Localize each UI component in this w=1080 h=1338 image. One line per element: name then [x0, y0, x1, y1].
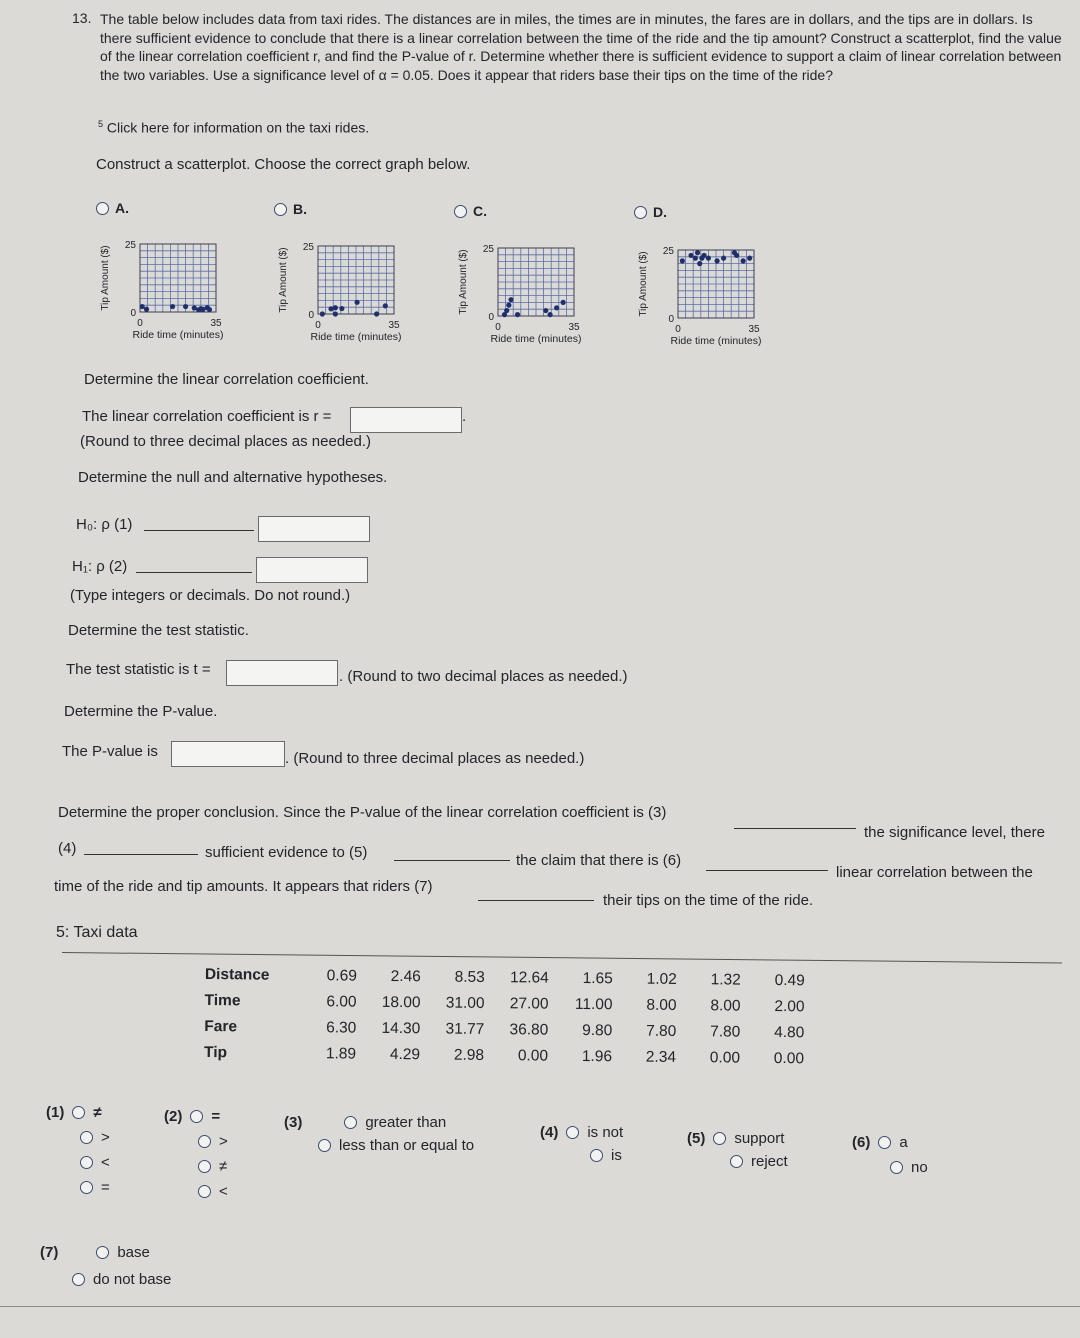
- conclusion-p3: (4): [58, 840, 77, 857]
- conclusion-p6: linear correlation between the: [836, 864, 1033, 881]
- h1-input[interactable]: [256, 557, 368, 583]
- hypotheses-note: (Type integers or decimals. Do not round.): [70, 587, 351, 604]
- question-text: The table below includes data from taxi rides. The distances are in miles, the times are in minutes, the fares are in dollars, and the tips are in dollars. Is there sufficient evidence to conclude that there is a linear correlation between the time of the ride and the tip amount? Construct a scatterplot, find the value of the linear correlation coefficient r, and find the P-value of r. Determine whether there is sufficient evidence to support a claim of linear correlation between the two variables. Use a significance level of α = 0.05. Does it appear that riders base their tips on the time of the ride?: [100, 11, 1062, 83]
- graph-c: [454, 234, 634, 364]
- scatter-point: [170, 304, 175, 309]
- scatter-point: [714, 258, 719, 263]
- choice-group-1: (1) ≠ > < =: [46, 1104, 110, 1196]
- radio-1-0[interactable]: [72, 1106, 85, 1119]
- blank-7[interactable]: [478, 888, 594, 901]
- scatter-point: [680, 258, 685, 263]
- radio-1-2[interactable]: [80, 1156, 93, 1169]
- radio-7-0[interactable]: [96, 1246, 109, 1259]
- radio-7-1[interactable]: [72, 1273, 85, 1286]
- x-tick-left: 0: [675, 324, 681, 335]
- scatter-point: [339, 306, 344, 311]
- radio-5-1[interactable]: [730, 1155, 743, 1168]
- scatter-point: [697, 261, 702, 266]
- t-input[interactable]: [226, 660, 338, 686]
- y-axis-label: Tip Amount ($): [100, 245, 111, 311]
- h1-label: H₁: ρ (2): [72, 558, 128, 575]
- pvalue-input[interactable]: [171, 741, 285, 767]
- choice-group-2: (2) = > ≠ <: [164, 1108, 228, 1200]
- correlation-heading: Determine the linear correlation coefficient.: [84, 371, 369, 388]
- scatter-point: [183, 304, 188, 309]
- test-stat-prompt: The test statistic is t =: [66, 661, 211, 678]
- scatter-point: [354, 300, 359, 305]
- bottom-divider: [0, 1306, 1080, 1307]
- h0-blank[interactable]: [144, 517, 254, 531]
- x-tick-right: 35: [748, 324, 760, 335]
- radio-6-1[interactable]: [890, 1161, 903, 1174]
- correlation-note: (Round to three decimal places as needed.): [80, 433, 372, 450]
- h0-label: H₀: ρ (1): [76, 516, 133, 533]
- scatter-c: [454, 234, 634, 354]
- choice-group-7: (7) base do not base: [40, 1244, 172, 1288]
- taxi-table: [204, 962, 805, 1072]
- question-number: 13.: [72, 10, 92, 26]
- scatter-point: [144, 307, 149, 312]
- pvalue-prompt: The P-value is: [62, 743, 158, 760]
- scatter-point: [693, 256, 698, 261]
- scatter-point: [140, 304, 145, 309]
- taxi-title: 5: Taxi data: [56, 924, 138, 941]
- x-tick-right: 35: [568, 322, 580, 333]
- scatter-point: [741, 258, 746, 263]
- h1-blank[interactable]: [136, 559, 252, 573]
- test-stat-heading: Determine the test statistic.: [68, 622, 249, 639]
- r-input[interactable]: [350, 407, 462, 433]
- scatter-point: [506, 303, 511, 308]
- radio-d[interactable]: [634, 206, 647, 219]
- scatter-point: [504, 308, 509, 313]
- y-tick-top: 25: [662, 246, 674, 257]
- conclusion-p1: Determine the proper conclusion. Since the P-value of the linear correlation coefficient is (3): [58, 804, 667, 821]
- scatter-point: [561, 300, 566, 305]
- scatter-point: [383, 303, 388, 308]
- x-axis-label: Ride time (minutes): [670, 335, 762, 347]
- radio-4-1[interactable]: [590, 1149, 603, 1162]
- scatter-point: [207, 307, 212, 312]
- radio-1-3[interactable]: [80, 1181, 93, 1194]
- radio-2-1[interactable]: [198, 1135, 211, 1148]
- y-tick-top: 25: [482, 244, 494, 255]
- conclusion-p2: the significance level, there: [864, 824, 1045, 841]
- radio-6-0[interactable]: [878, 1136, 891, 1149]
- blank-5[interactable]: [394, 848, 510, 861]
- scatter-point: [515, 312, 520, 317]
- correlation-prompt: The linear correlation coefficient is r =: [82, 408, 332, 425]
- scatter-point: [688, 253, 693, 258]
- x-tick-left: 0: [315, 320, 321, 331]
- choice-group-5: (5) support reject: [687, 1130, 788, 1170]
- conclusion-p5: the claim that there is (6): [516, 852, 682, 869]
- x-tick-right: 35: [210, 318, 222, 329]
- hypotheses-heading: Determine the null and alternative hypotheses.: [78, 469, 388, 486]
- scatter-point: [543, 308, 548, 313]
- scatter-a: [96, 230, 276, 350]
- blank-3[interactable]: [734, 818, 856, 829]
- graph-b: [274, 232, 454, 362]
- table-row: Time 6.00 18.00 31.00 27.00 11.00 8.00 8.00 2.00: [204, 991, 805, 1016]
- scatter-point: [374, 311, 379, 316]
- scatter-point: [734, 253, 739, 258]
- blank-6[interactable]: [706, 858, 828, 871]
- y-axis-label: Tip Amount ($): [638, 251, 649, 317]
- scatter-point: [706, 256, 711, 261]
- scatter-d: [634, 236, 814, 356]
- y-tick-bottom: 0: [488, 312, 494, 323]
- y-axis-label: Tip Amount ($): [458, 249, 469, 315]
- scatter-point: [328, 306, 333, 311]
- radio-2-0[interactable]: [190, 1110, 203, 1123]
- radio-2-3[interactable]: [198, 1185, 211, 1198]
- taxi-info-link[interactable]: $^5$ Click here for information on the taxi rides.: [98, 119, 370, 136]
- scatter-point: [695, 250, 700, 255]
- scatter-point: [320, 311, 325, 316]
- option-a[interactable]: A.: [96, 200, 129, 216]
- x-tick-left: 0: [495, 322, 501, 333]
- y-tick-top: 25: [124, 240, 136, 251]
- blank-4[interactable]: [84, 842, 198, 855]
- choice-group-6: (6) a no: [852, 1134, 928, 1176]
- h0-input[interactable]: [258, 516, 370, 542]
- radio-1-1[interactable]: [80, 1131, 93, 1144]
- y-tick-top: 25: [302, 242, 314, 253]
- radio-c[interactable]: [454, 205, 467, 218]
- y-axis-label: Tip Amount ($): [278, 247, 289, 313]
- table-row: Fare 6.30 14.30 31.77 36.80 9.80 7.80 7.80 4.80: [204, 1017, 805, 1042]
- option-b[interactable]: B.: [274, 201, 307, 217]
- scatter-point: [554, 305, 559, 310]
- radio-5-0[interactable]: [713, 1132, 726, 1145]
- scatter-point: [721, 256, 726, 261]
- option-c[interactable]: C.: [454, 203, 487, 219]
- scatter-point: [747, 256, 752, 261]
- x-axis-label: Ride time (minutes): [490, 333, 582, 345]
- x-tick-right: 35: [388, 320, 400, 331]
- scatter-point: [333, 311, 338, 316]
- scatter-point: [701, 253, 706, 258]
- table-row: Distance 0.69 2.46 8.53 12.64 1.65 1.02 1.32 0.49: [204, 965, 805, 990]
- radio-4-0[interactable]: [566, 1126, 579, 1139]
- scatter-point: [333, 305, 338, 310]
- scatter-point: [548, 312, 553, 317]
- table-row: Tip 1.89 4.29 2.98 0.00 1.96 2.34 0.00 0.00: [203, 1043, 805, 1068]
- choice-group-4: (4) is not is: [540, 1124, 624, 1164]
- scatter-prompt: Construct a scatterplot. Choose the correct graph below.: [96, 156, 471, 173]
- graph-d: [634, 236, 814, 366]
- radio-3-1[interactable]: [318, 1139, 331, 1152]
- pvalue-note: . (Round to three decimal places as needed.): [285, 750, 585, 767]
- scatter-point: [508, 297, 513, 302]
- option-d[interactable]: D.: [634, 204, 667, 220]
- test-stat-note: . (Round to two decimal places as needed.): [339, 668, 628, 685]
- conclusion-p8: their tips on the time of the ride.: [603, 892, 814, 909]
- y-tick-bottom: 0: [668, 314, 674, 325]
- conclusion-p4: sufficient evidence to (5): [205, 844, 368, 861]
- radio-b[interactable]: [274, 203, 287, 216]
- radio-2-2[interactable]: [198, 1160, 211, 1173]
- y-tick-bottom: 0: [130, 308, 136, 319]
- conclusion-p7: time of the ride and tip amounts. It appears that riders (7): [54, 878, 433, 895]
- x-tick-left: 0: [137, 318, 143, 329]
- x-axis-label: Ride time (minutes): [132, 329, 224, 341]
- x-axis-label: Ride time (minutes): [310, 331, 402, 343]
- choice-group-3: (3) greater than less than or equal to: [284, 1114, 475, 1154]
- y-tick-bottom: 0: [308, 310, 314, 321]
- radio-a[interactable]: [96, 202, 109, 215]
- pvalue-heading: Determine the P-value.: [64, 703, 218, 720]
- graph-a: [96, 230, 276, 360]
- scatter-b: [274, 232, 454, 352]
- radio-3-0[interactable]: [344, 1116, 357, 1129]
